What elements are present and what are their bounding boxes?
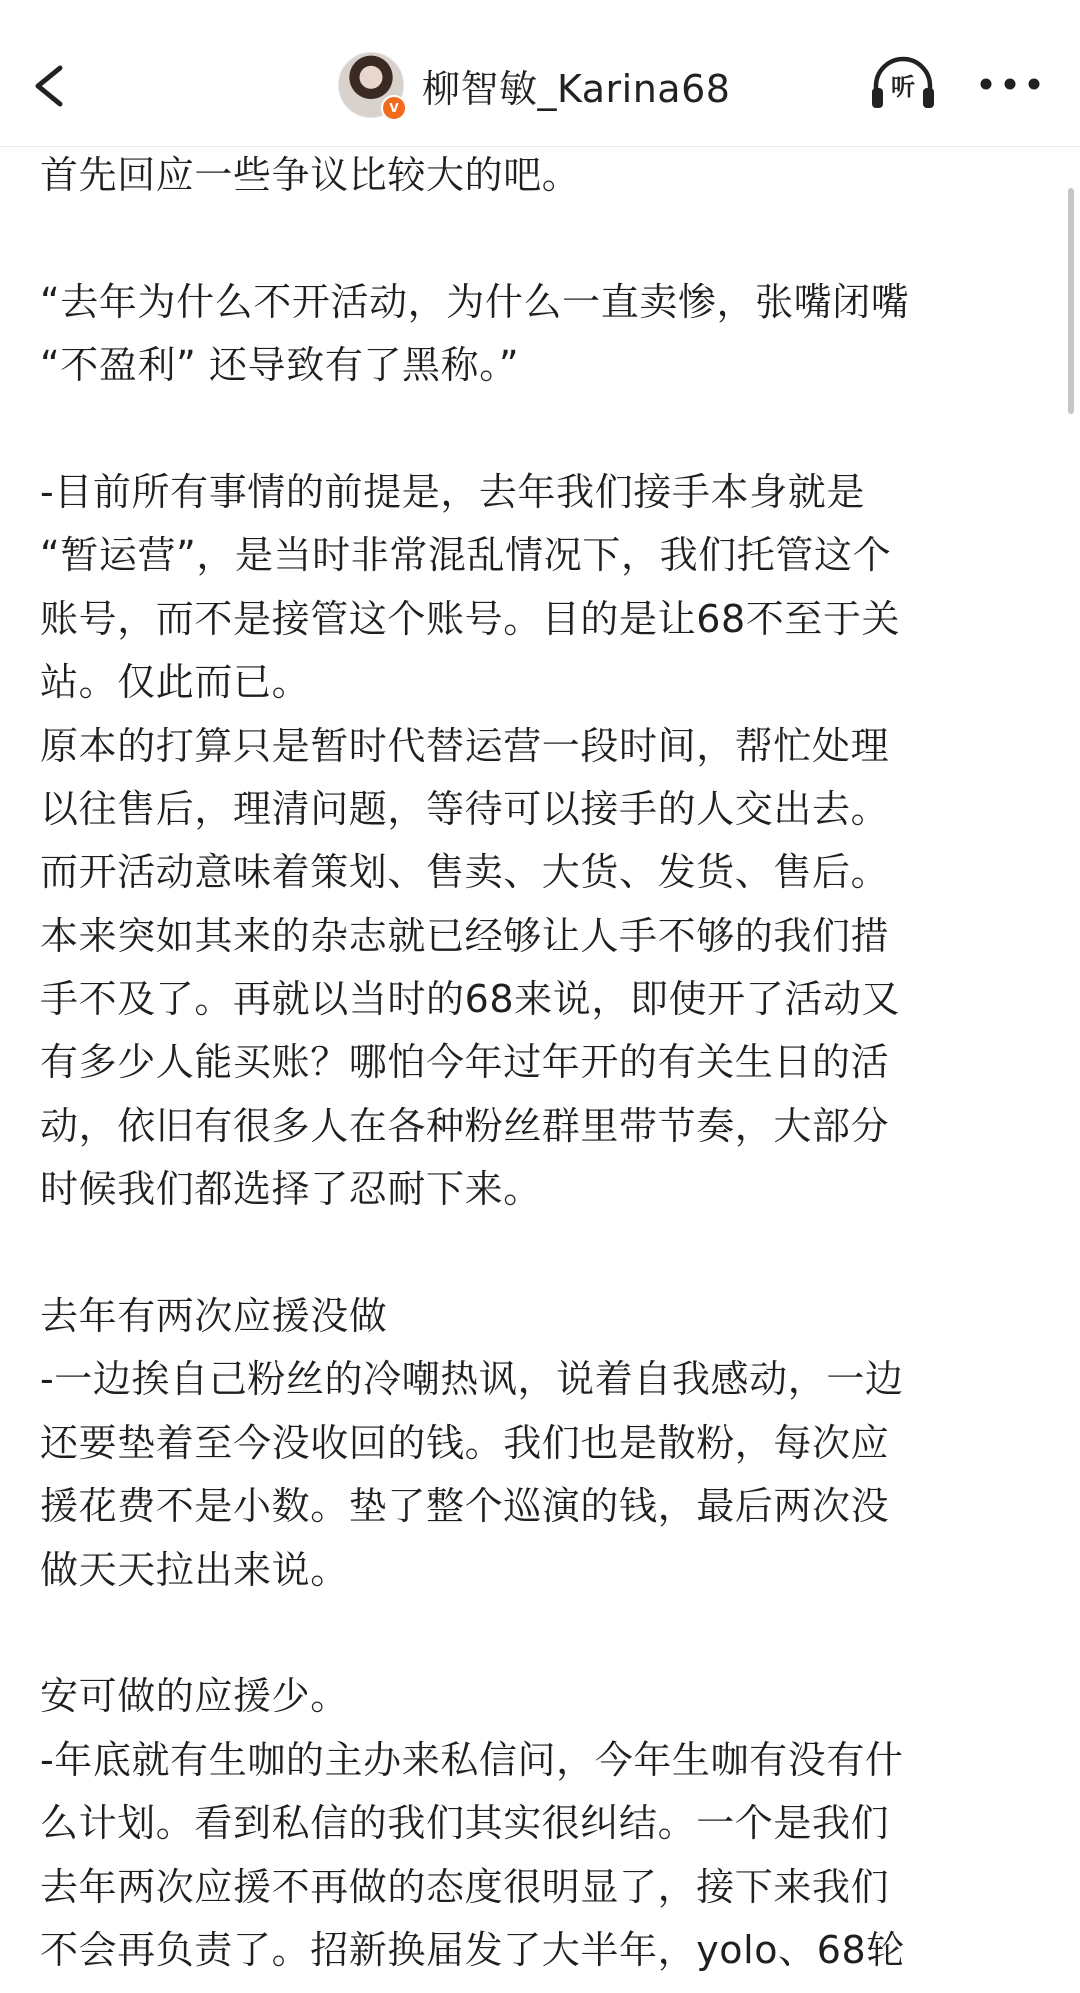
post-line [40,207,1040,270]
username[interactable]: 柳智敏_Karina68 [422,66,731,111]
author-block[interactable] [338,52,730,118]
post-line: 而开活动意味着策划、售卖、大货、发货、售后。 [40,850,890,895]
listen-label: 听 [891,73,915,101]
top-nav-bar [0,0,1080,147]
post-line: -目前所有事情的前提是，去年我们接手本身就是 [40,469,865,514]
post-line: 首先回应一些争议比较大的吧。 [40,153,581,197]
post-line: 有多少人能买账？哪怕今年过年开的有关生日的活 [40,1040,890,1085]
post-line: 站。仅此而已。 [40,660,311,705]
post-line [40,1602,1040,1665]
post-body [40,144,1040,1982]
avatar[interactable] [338,52,404,118]
post-line: 时候我们都选择了忍耐下来。 [40,1167,542,1212]
post-line [40,1222,1040,1285]
back-icon [24,40,88,128]
post-line: 不会再负责了。招新换届发了大半年，yolo、68轮 [40,1927,905,1972]
post-line: “暂运营”，是当时非常混乱情况下，我们托管这个 [40,533,892,578]
verified-badge: V [381,95,407,121]
post-line: 账号，而不是接管这个账号。目的是让68不至于关 [40,596,901,641]
post-line: -年底就有生咖的主办来私信问，今年生咖有没有什 [40,1737,904,1782]
post-line: “不盈利” 还导致有了黑称。” [40,343,520,388]
post-line: 安可做的应援少。 [40,1674,349,1719]
post-line: 动，依旧有很多人在各种粉丝群里带节奏，大部分 [40,1103,890,1148]
post-line: 去年两次应援不再做的态度很明显了，接下来我们 [40,1864,890,1909]
post-line: 以往售后，理清问题，等待可以接手的人交出去。 [40,786,890,831]
back-button[interactable] [24,40,88,128]
post-line: 么计划。看到私信的我们其实很纠结。一个是我们 [40,1801,890,1846]
post-line: “去年为什么不开活动，为什么一直卖惨，张嘴闭嘴 [40,279,910,324]
more-icon [974,60,1046,108]
listen-button[interactable] [868,52,938,116]
post-line: 手不及了。再就以当时的68来说，即使开了活动又 [40,977,901,1022]
post-line: -一边挨自己粉丝的冷嘲热讽，说着自我感动，一边 [40,1357,904,1402]
post-line: 做天天拉出来说。 [40,1547,349,1592]
more-button[interactable] [974,60,1046,108]
post-line: 本来突如其来的杂志就已经够让人手不够的我们措 [40,913,890,958]
post-line: 还要垫着至今没收回的钱。我们也是散粉，每次应 [40,1420,890,1465]
scrollbar[interactable] [1068,188,1074,414]
post-line: 去年有两次应援没做 [40,1294,388,1339]
post-line [40,398,1040,461]
post-line: 援花费不是小数。垫了整个巡演的钱，最后两次没 [40,1484,890,1529]
post-line: 原本的打算只是暂时代替运营一段时间，帮忙处理 [40,723,890,768]
